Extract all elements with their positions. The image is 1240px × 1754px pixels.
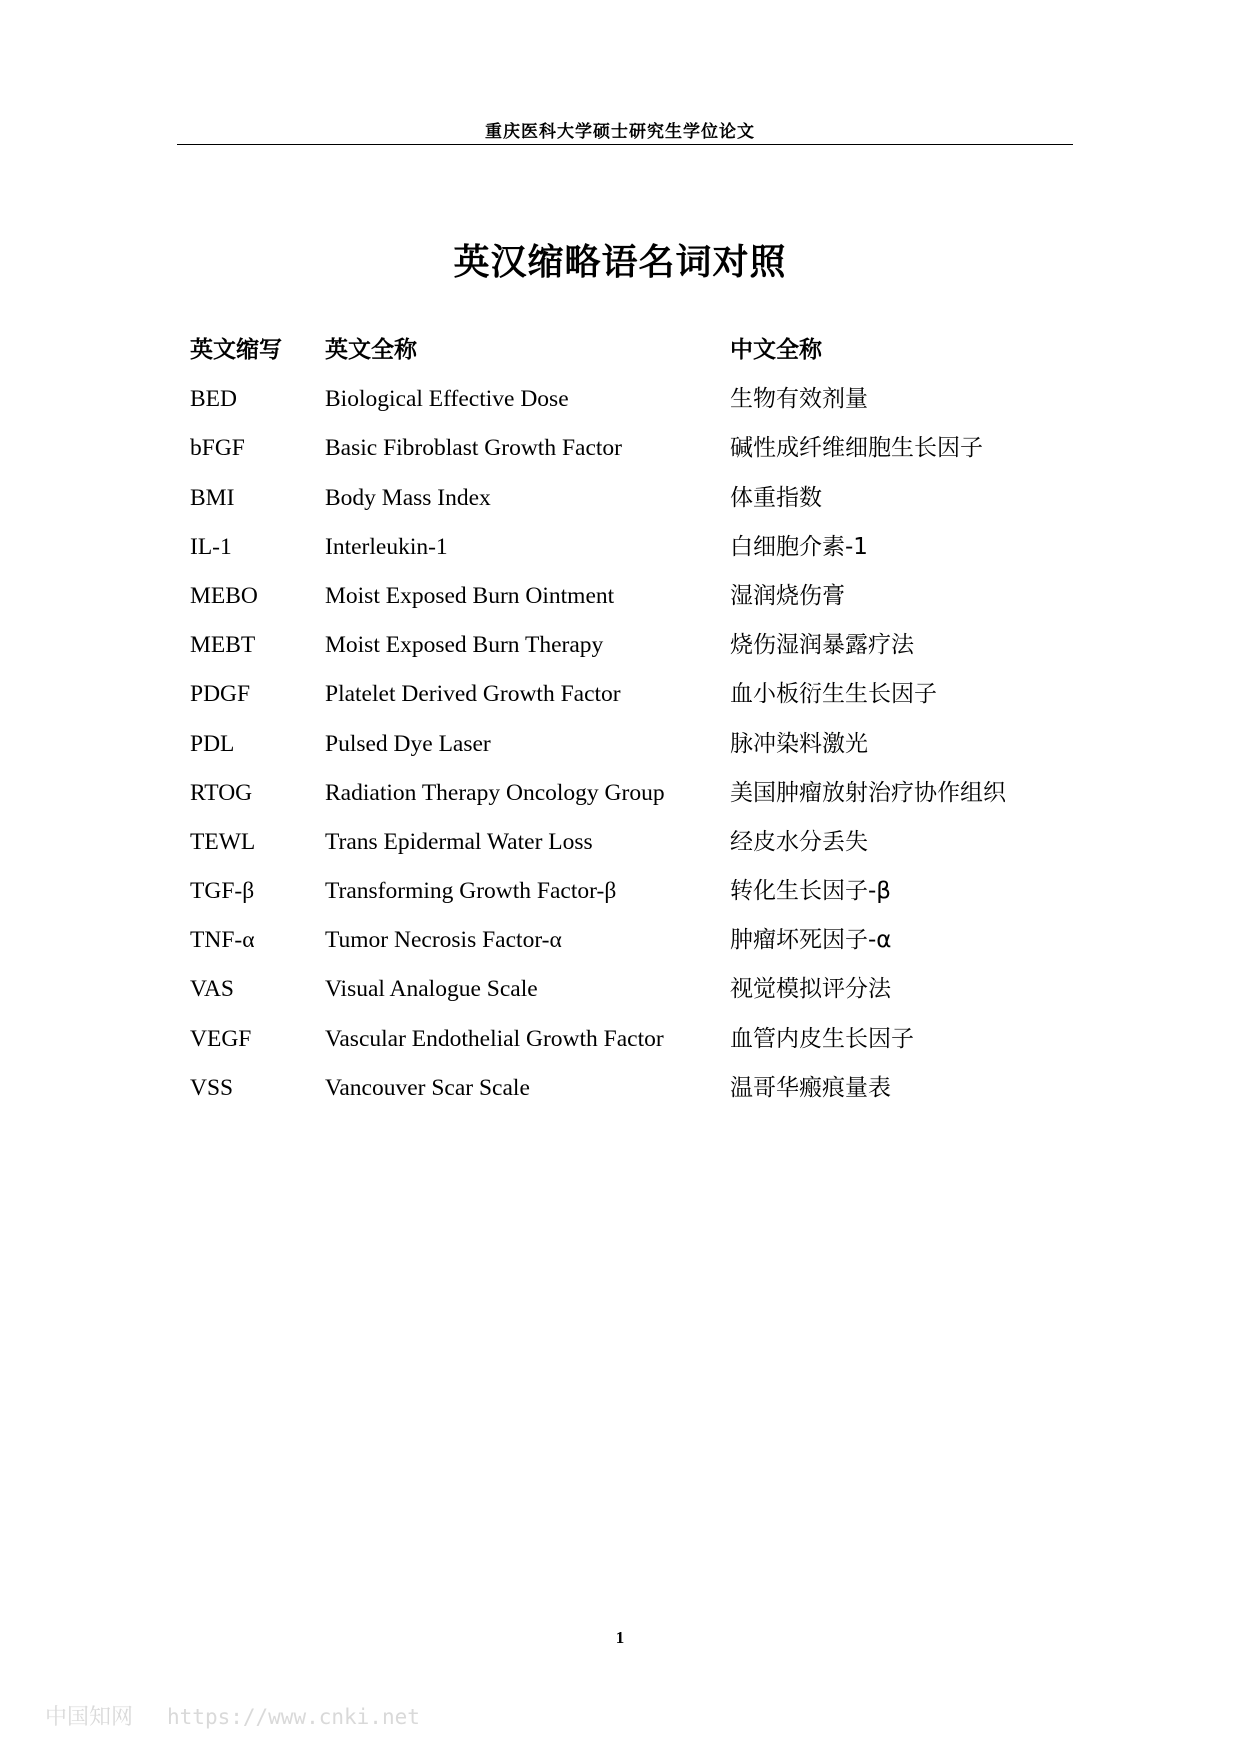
chinese-name-cell: 美国肿瘤放射治疗协作组织 [730, 779, 1006, 806]
english-name-cell: Basic Fibroblast Growth Factor [325, 435, 622, 462]
english-name-cell: Radiation Therapy Oncology Group [325, 779, 665, 806]
english-name-cell: Vascular Endothelial Growth Factor [325, 1025, 664, 1052]
english-name-cell: Pulsed Dye Laser [325, 730, 491, 757]
abbreviation-cell: MEBT [190, 632, 256, 659]
english-name-cell: Moist Exposed Burn Ointment [325, 582, 615, 609]
chinese-name-cell: 肿瘤坏死因子-α [730, 927, 892, 954]
chinese-name-cell: 脉冲染料激光 [730, 730, 868, 757]
chinese-name-cell: 体重指数 [730, 484, 822, 511]
abbreviation-cell: VAS [190, 976, 234, 1003]
page-number: 1 [615, 1628, 625, 1647]
chinese-name-cell: 湿润烧伤膏 [730, 582, 845, 609]
english-name-cell: Transforming Growth Factor-β [325, 878, 617, 905]
english-name-cell: Vancouver Scar Scale [325, 1074, 530, 1101]
abbreviation-cell: TNF-α [190, 927, 255, 954]
abbreviation-cell: TGF-β [190, 878, 255, 905]
chinese-name-cell: 生物有效剂量 [730, 386, 868, 413]
chinese-name-cell: 白细胞介素-1 [730, 533, 868, 560]
chinese-name-cell: 温哥华瘢痕量表 [730, 1074, 891, 1101]
chinese-name-cell: 血小板衍生生长因子 [730, 681, 937, 708]
chinese-name-cell: 烧伤湿润暴露疗法 [730, 632, 914, 659]
abbreviation-cell: IL-1 [190, 533, 232, 560]
abbreviation-cell: VSS [190, 1074, 234, 1101]
english-name-cell: Biological Effective Dose [325, 386, 569, 413]
column-header-chinese-full-name: 中文全称 [730, 337, 822, 363]
english-name-cell: Moist Exposed Burn Therapy [325, 632, 604, 659]
cnki-watermark [45, 1700, 420, 1731]
chinese-name-cell: 碱性成纤维细胞生长因子 [730, 435, 983, 462]
english-name-cell: Trans Epidermal Water Loss [325, 828, 593, 855]
abbreviation-cell: VEGF [190, 1025, 252, 1052]
english-name-cell: Tumor Necrosis Factor-α [325, 927, 562, 954]
running-header: 重庆医科大学硕士研究生学位论文 [485, 122, 755, 142]
abbreviation-cell: BMI [190, 484, 235, 511]
abbreviation-cell: BED [190, 386, 237, 413]
chinese-name-cell: 经皮水分丢失 [730, 828, 868, 855]
column-header-english-full-name: 英文全称 [325, 337, 417, 363]
header-rule [177, 144, 1073, 145]
column-header-abbreviation: 英文缩写 [190, 337, 282, 363]
watermark-url: https://www.cnki.net [167, 1705, 420, 1729]
english-name-cell: Visual Analogue Scale [325, 976, 538, 1003]
abbreviation-cell: TEWL [190, 828, 256, 855]
watermark-name: 中国知网 [45, 1705, 134, 1730]
chinese-name-cell: 视觉模拟评分法 [730, 976, 891, 1003]
abbreviation-cell: RTOG [190, 779, 253, 806]
english-name-cell: Platelet Derived Growth Factor [325, 681, 621, 708]
chinese-name-cell: 血管内皮生长因子 [730, 1025, 914, 1052]
abbreviation-cell: PDGF [190, 681, 251, 708]
page-title: 英汉缩略语名词对照 [453, 242, 787, 283]
english-name-cell: Interleukin-1 [325, 533, 448, 560]
chinese-name-cell: 转化生长因子-β [730, 878, 891, 905]
abbreviation-cell: MEBO [190, 582, 258, 609]
abbreviation-cell: PDL [190, 730, 235, 757]
english-name-cell: Body Mass Index [325, 484, 491, 511]
abbreviation-cell: bFGF [190, 435, 245, 462]
